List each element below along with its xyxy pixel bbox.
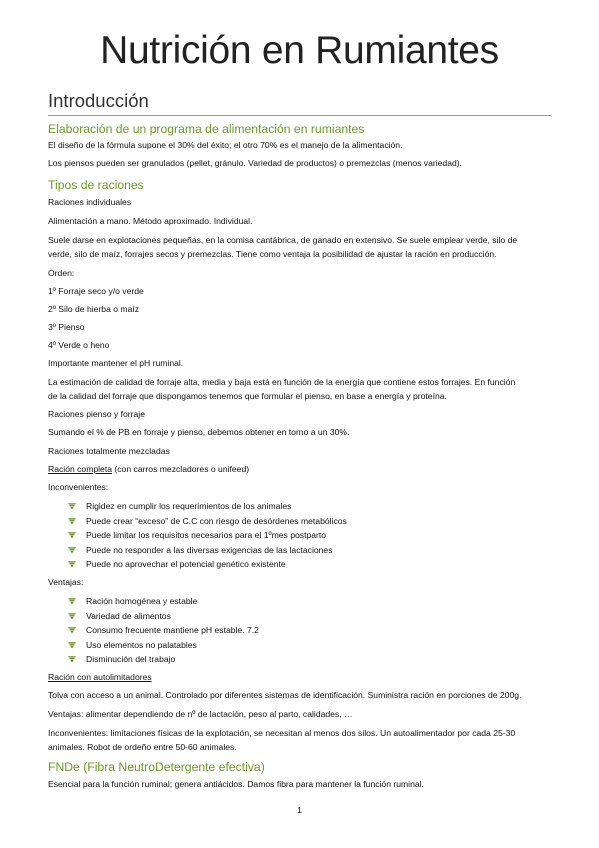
paragraph: Los piensos pueden ser granulados (pellet, gránulo. Variedad de productos) o premezclas (menos variedad). — [48, 158, 463, 168]
list-item-text: Puede no responder a las diversas exigencias de las lactaciones — [86, 544, 333, 555]
paragraph: Inconvenientes: — [48, 482, 109, 492]
paragraph: 2º Silo de hierba o maíz — [48, 304, 140, 314]
paragraph: Ventajas: alimentar dependiendo de nº de lactación, peso al parto, calidades, … — [48, 709, 353, 719]
triangle-down-icon — [68, 559, 76, 567]
list-item-text: Disminución del trabajo — [86, 654, 176, 665]
subheading-fnde: FNDe (Fibra NeutroDetergente efectiva) — [48, 760, 265, 774]
list-item — [68, 595, 197, 607]
paragraph: Orden: — [48, 268, 75, 278]
paragraph: verde, silo de maíz, forrajes secos y premezclas. Tiene como ventaja la posibilidad de ajustar la ración en producción. — [48, 249, 497, 259]
list-item — [68, 653, 175, 665]
triangle-down-icon — [68, 545, 76, 553]
paragraph: Inconvenientes: limitaciones físicas de la explotación, se necesitan al menos dos silos. Un autoalimentador por cada 25-30 — [48, 728, 516, 738]
triangle-down-icon — [68, 596, 76, 604]
underlined-term: Ración con autolimitadores — [48, 672, 152, 682]
paragraph: animales. Robot de ordeño entre 50-60 animales. — [48, 742, 237, 752]
triangle-down-icon — [68, 501, 76, 509]
list-item — [68, 558, 286, 570]
triangle-down-icon — [68, 654, 76, 662]
paragraph: 3º Pienso — [48, 322, 85, 332]
underlined-term: Ración completa — [48, 464, 113, 474]
term-note: (con carros mezcladores o unifeed) — [112, 464, 250, 474]
paragraph: Raciones pienso y forraje — [48, 409, 145, 419]
page-title: Nutrición en Rumiantes — [100, 29, 499, 72]
paragraph: Raciones totalmente mezcladas — [48, 446, 170, 456]
list-item-text: Rigidez en cumplir los requerimientos de los animales — [86, 501, 292, 511]
paragraph: Ventajas: — [48, 577, 84, 587]
paragraph — [48, 462, 560, 476]
triangle-down-icon — [68, 625, 76, 633]
list-item — [68, 500, 291, 512]
triangle-down-icon — [68, 640, 76, 648]
paragraph: 4º Verde o heno — [48, 340, 110, 350]
list-item — [68, 610, 171, 622]
subheading-tipos: Tipos de raciones — [48, 178, 144, 192]
paragraph: Importante mantener el pH ruminal. — [48, 358, 184, 368]
list-item — [68, 624, 259, 636]
triangle-down-icon — [68, 611, 76, 619]
list-item-text: Puede no aprovechar el potencial genético existente — [86, 559, 286, 570]
section-divider — [48, 115, 551, 116]
paragraph: 1º Forraje seco y/o verde — [48, 286, 144, 296]
paragraph: Tolva con acceso a un animal. Controlado por diferentes sistemas de identificación. Suministra ración en porciones de 200g. — [48, 690, 522, 700]
paragraph: El diseño de la fórmula supone el 30% del éxito; el otro 70% es el manejo de la alimentación. — [48, 140, 403, 150]
list-item-text: Uso elementos no palatables — [86, 639, 197, 650]
list-item-text: Consumo frecuente mantiene pH estable. 7.2 — [86, 625, 259, 636]
paragraph: Sumando el % de PB en forraje y pienso, debemos obtener en torno a un 30%. — [48, 427, 350, 437]
list-item — [68, 544, 333, 556]
paragraph — [48, 670, 560, 684]
page-number: 1 — [297, 805, 302, 815]
triangle-down-icon — [68, 530, 76, 538]
list-item-text: Ración homogénea y estable — [86, 596, 198, 606]
list-item — [68, 515, 347, 527]
paragraph: Esencial para la función ruminal; genera antiácidos. Damos fibra para mantener la función ruminal. — [48, 779, 424, 789]
list-item-text: Puede crear “exceso” de C.C con riesgo de desórdenes metabólicos — [86, 515, 347, 526]
paragraph: Raciones individuales — [48, 197, 132, 207]
list-item-text: Puede limitar los requisitos necesarios para el 1ºmes postparto — [86, 530, 327, 541]
paragraph: de la calidad del forraje que dispongamos tenemos que formular el pienso, en base a energía y proteína. — [48, 391, 447, 401]
paragraph: Suele darse en explotaciones pequeñas, en la comisa cantábrica, de ganado en extensivo. Se suele emplear verde, silo de — [48, 235, 518, 245]
list-item — [68, 529, 326, 541]
list-item — [68, 639, 197, 651]
triangle-down-icon — [68, 516, 76, 524]
subheading-programa: Elaboración de un programa de alimentación en rumiantes — [48, 122, 365, 136]
section-heading: Introducción — [48, 90, 149, 111]
paragraph: La estimación de calidad de forraje alta, media y baja está en función de la energía que contiene estos forrajes. En función — [48, 377, 516, 387]
paragraph: Alimentación a mano. Método aproximado. Individual. — [48, 216, 253, 226]
list-item-text: Variedad de alimentos — [86, 610, 171, 621]
